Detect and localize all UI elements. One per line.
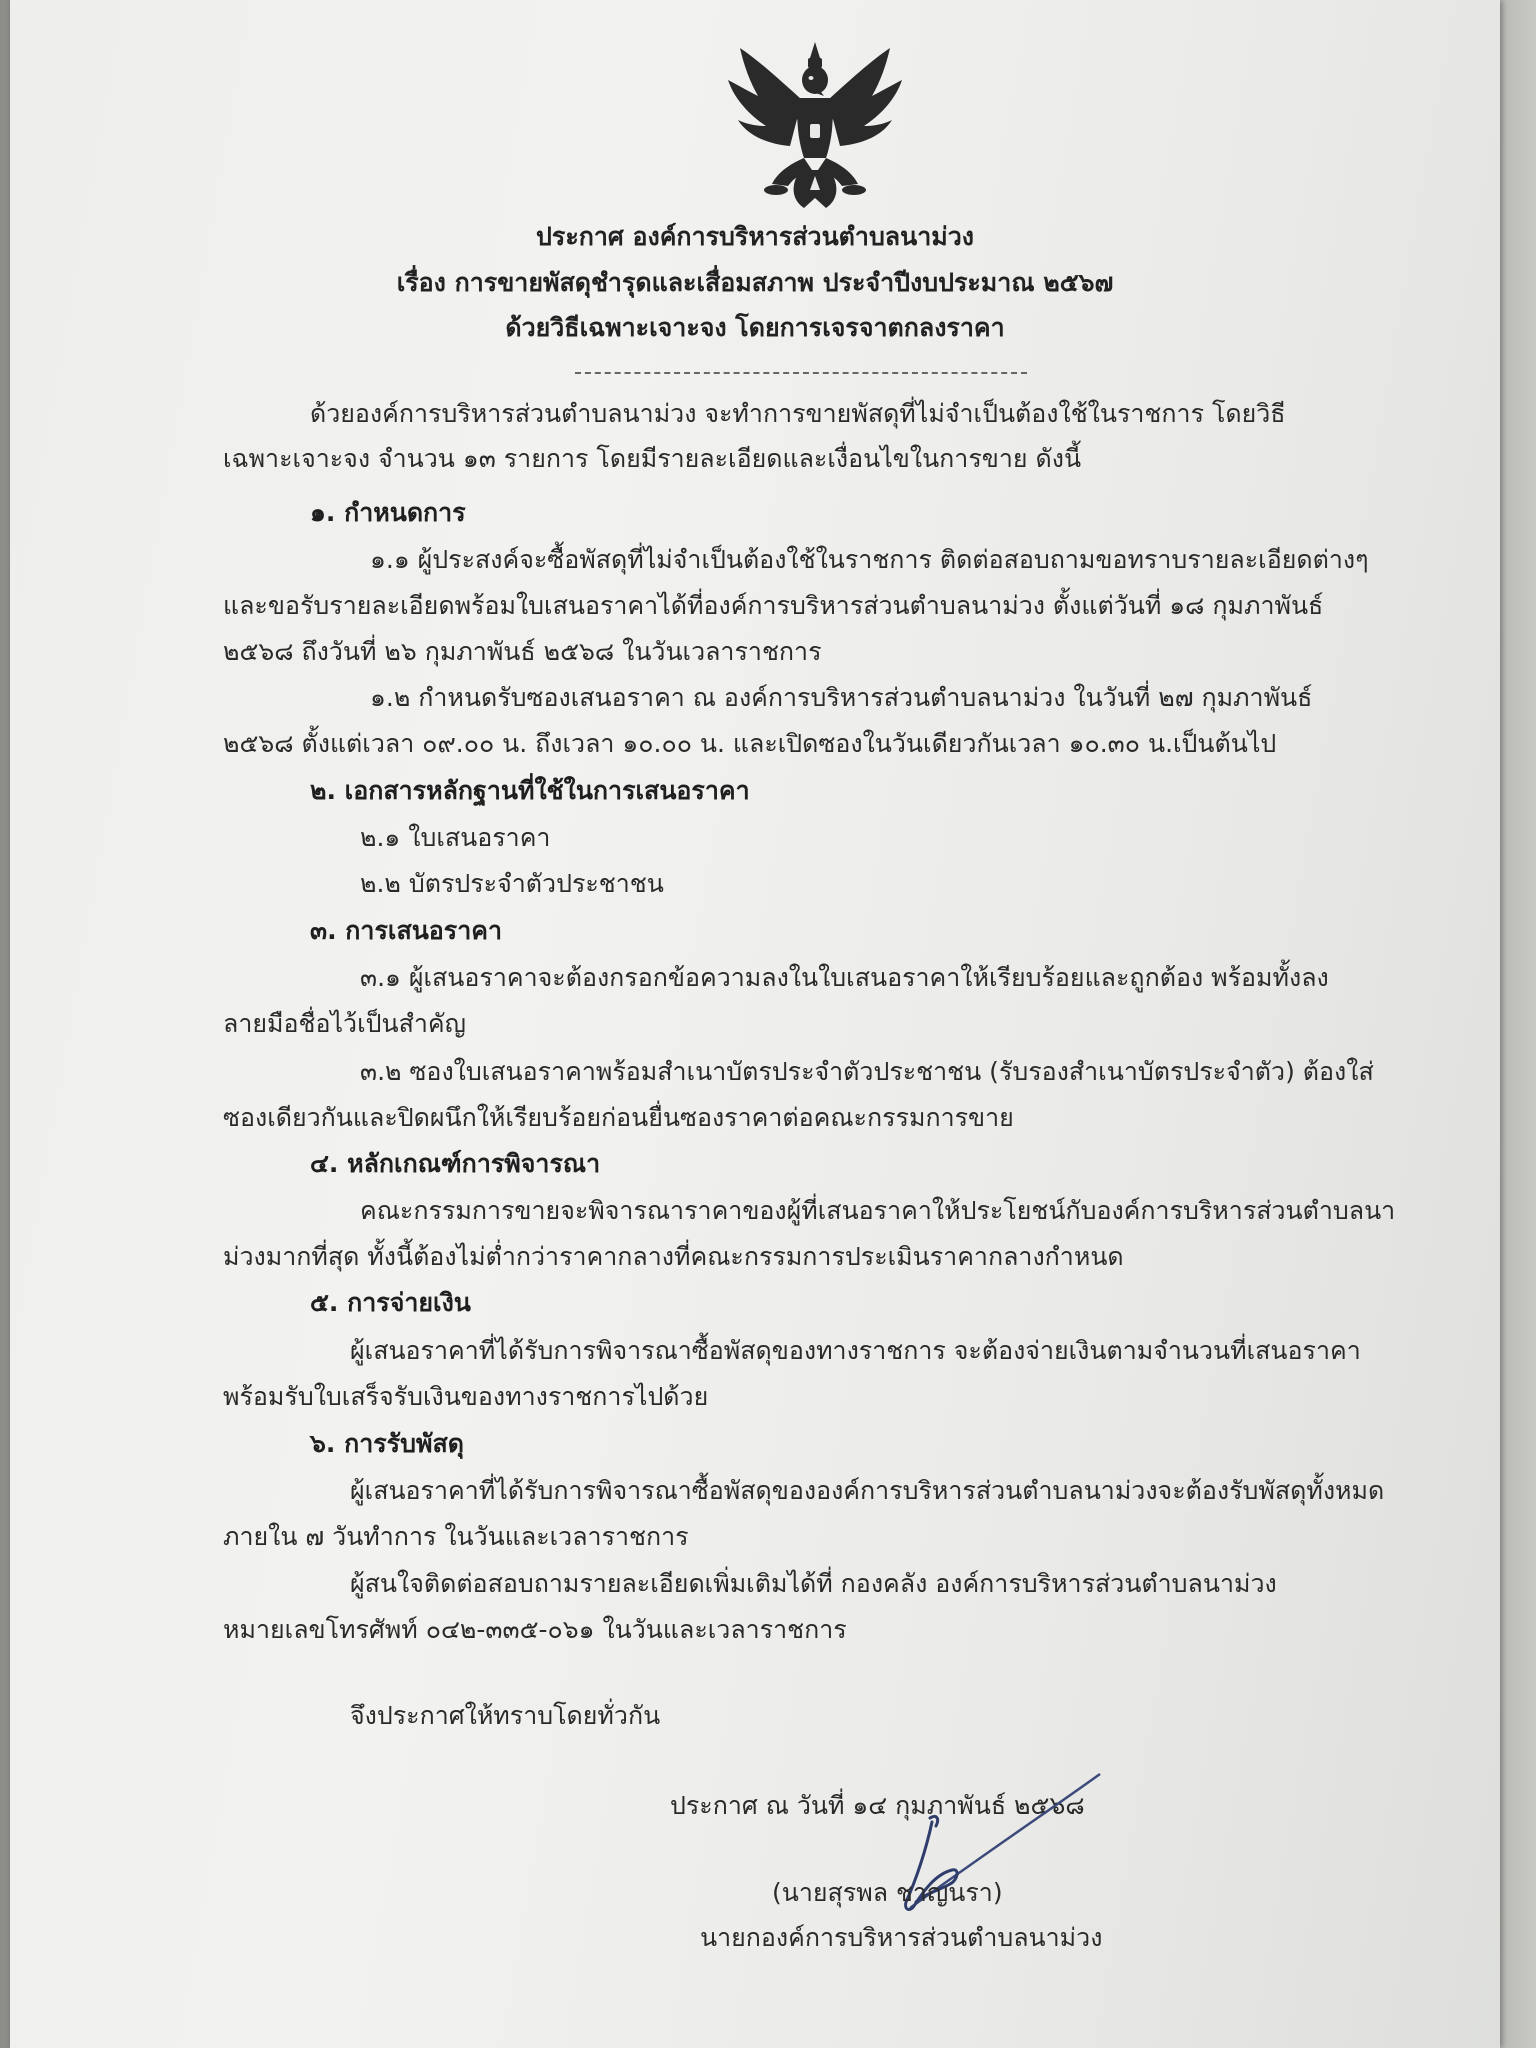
intro-line-1: ด้วยองค์การบริหารส่วนตำบลนาม่วง จะทำการขายพัสดุที่ไม่จำเป็นต้องใช้ในราชการ โดยวิธี [310,399,1286,428]
section-2-heading: ๒. เอกสารหลักฐานที่ใช้ในการเสนอราคา [310,776,750,805]
section-1-heading: ๑. กำหนดการ [310,498,466,527]
section-2-2: ๒.๒ บัตรประจำตัวประชาชน [360,869,664,898]
section-1-2-line-2: ๒๕๖๘ ตั้งแต่เวลา ๐๙.๐๐ น. ถึงเวลา ๑๐.๐๐ น. และเปิดซองในวันเดียวกันเวลา ๑๐.๓๐ น.เป็นต้นไป [223,729,1277,758]
section-2-1: ๒.๑ ใบเสนอราคา [360,823,551,852]
section-3-heading: ๓. การเสนอราคา [310,916,503,945]
section-6-line-2: ภายใน ๗ วันทำการ ในวันและเวลาราชการ [223,1522,689,1551]
intro-line-2: เฉพาะเจาะจง จำนวน ๑๓ รายการ โดยมีรายละเอียดและเงื่อนไขในการขาย ดังนี้ [223,444,1082,473]
announcement-method: ด้วยวิธีเฉพาะเจาะจง โดยการเจรจาตกลงราคา [505,313,1005,342]
garuda-emblem [720,40,910,212]
closing-statement: จึงประกาศให้ทราบโดยทั่วกัน [350,1701,661,1730]
document-page [10,0,1500,2048]
section-3-2-line-2: ซองเดียวกันและปิดผนึกให้เรียบร้อยก่อนยื่นซองราคาต่อคณะกรรมการขาย [223,1103,1014,1132]
section-6-heading: ๖. การรับพัสดุ [310,1429,464,1458]
section-5-heading: ๕. การจ่ายเงิน [310,1288,471,1317]
section-6-line-1: ผู้เสนอราคาที่ได้รับการพิจารณาซื้อพัสดุขององค์การบริหารส่วนตำบลนาม่วงจะต้องรับพัสดุทั้งหมด [350,1476,1385,1505]
announcement-date: ประกาศ ณ วันที่ ๑๔ กุมภาพันธ์ ๒๕๖๘ [670,1791,1085,1820]
contact-line-1: ผู้สนใจติดต่อสอบถามรายละเอียดเพิ่มเติมได้ที่ กองคลัง องค์การบริหารส่วนตำบลนาม่วง [350,1569,1277,1598]
section-4-line-1: คณะกรรมการขายจะพิจารณาราคาของผู้ที่เสนอราคาให้ประโยชน์กับองค์การบริหารส่วนตำบลนา [360,1196,1396,1225]
signer-name: (นายสุรพล ชาญนรา) [772,1878,1003,1907]
announcement-subject: เรื่อง การขายพัสดุชำรุดและเสื่อมสภาพ ประจำปีงบประมาณ ๒๕๖๗ [396,268,1114,297]
section-4-line-2: ม่วงมากที่สุด ทั้งนี้ต้องไม่ต่ำกว่าราคากลางที่คณะกรรมการประเมินราคากลางกำหนด [223,1242,1124,1271]
header-divider [575,372,1027,374]
announcement-title: ประกาศ องค์การบริหารส่วนตำบลนาม่วง [536,222,974,251]
section-4-heading: ๔. หลักเกณฑ์การพิจารณา [310,1149,601,1178]
section-3-1-line-1: ๓.๑ ผู้เสนอราคาจะต้องกรอกข้อความลงในใบเสนอราคาให้เรียบร้อยและถูกต้อง พร้อมทั้งลง [360,963,1329,992]
section-1-1-line-1: ๑.๑ ผู้ประสงค์จะซื้อพัสดุที่ไม่จำเป็นต้องใช้ในราชการ ติดต่อสอบถามขอทราบรายละเอียดต่างๆ [370,545,1369,574]
background-surface [1500,0,1536,2048]
section-3-1-line-2: ลายมือชื่อไว้เป็นสำคัญ [223,1009,466,1038]
signer-title: นายกองค์การบริหารส่วนตำบลนาม่วง [700,1923,1103,1952]
section-1-2-line-1: ๑.๒ กำหนดรับซองเสนอราคา ณ องค์การบริหารส่วนตำบลนาม่วง ในวันที่ ๒๗ กุมภาพันธ์ [370,683,1313,712]
section-5-line-1: ผู้เสนอราคาที่ได้รับการพิจารณาซื้อพัสดุของทางราชการ จะต้องจ่ายเงินตามจำนวนที่เสนอราคา [350,1336,1361,1365]
section-1-1-line-3: ๒๕๖๘ ถึงวันที่ ๒๖ กุมภาพันธ์ ๒๕๖๘ ในวันเวลาราชการ [223,637,822,666]
contact-line-2: หมายเลขโทรศัพท์ ๐๔๒-๓๓๕-๐๖๑ ในวันและเวลาราชการ [223,1615,847,1644]
section-3-2-line-1: ๓.๒ ซองใบเสนอราคาพร้อมสำเนาบัตรประจำตัวประชาชน (รับรองสำเนาบัตรประจำตัว) ต้องใส่ [360,1057,1374,1086]
section-5-line-2: พร้อมรับใบเสร็จรับเงินของทางราชการไปด้วย [223,1382,709,1411]
section-1-1-line-2: และขอรับรายละเอียดพร้อมใบเสนอราคาได้ที่องค์การบริหารส่วนตำบลนาม่วง ตั้งแต่วันที่ ๑๘ กุมภาพันธ์ [223,591,1324,620]
